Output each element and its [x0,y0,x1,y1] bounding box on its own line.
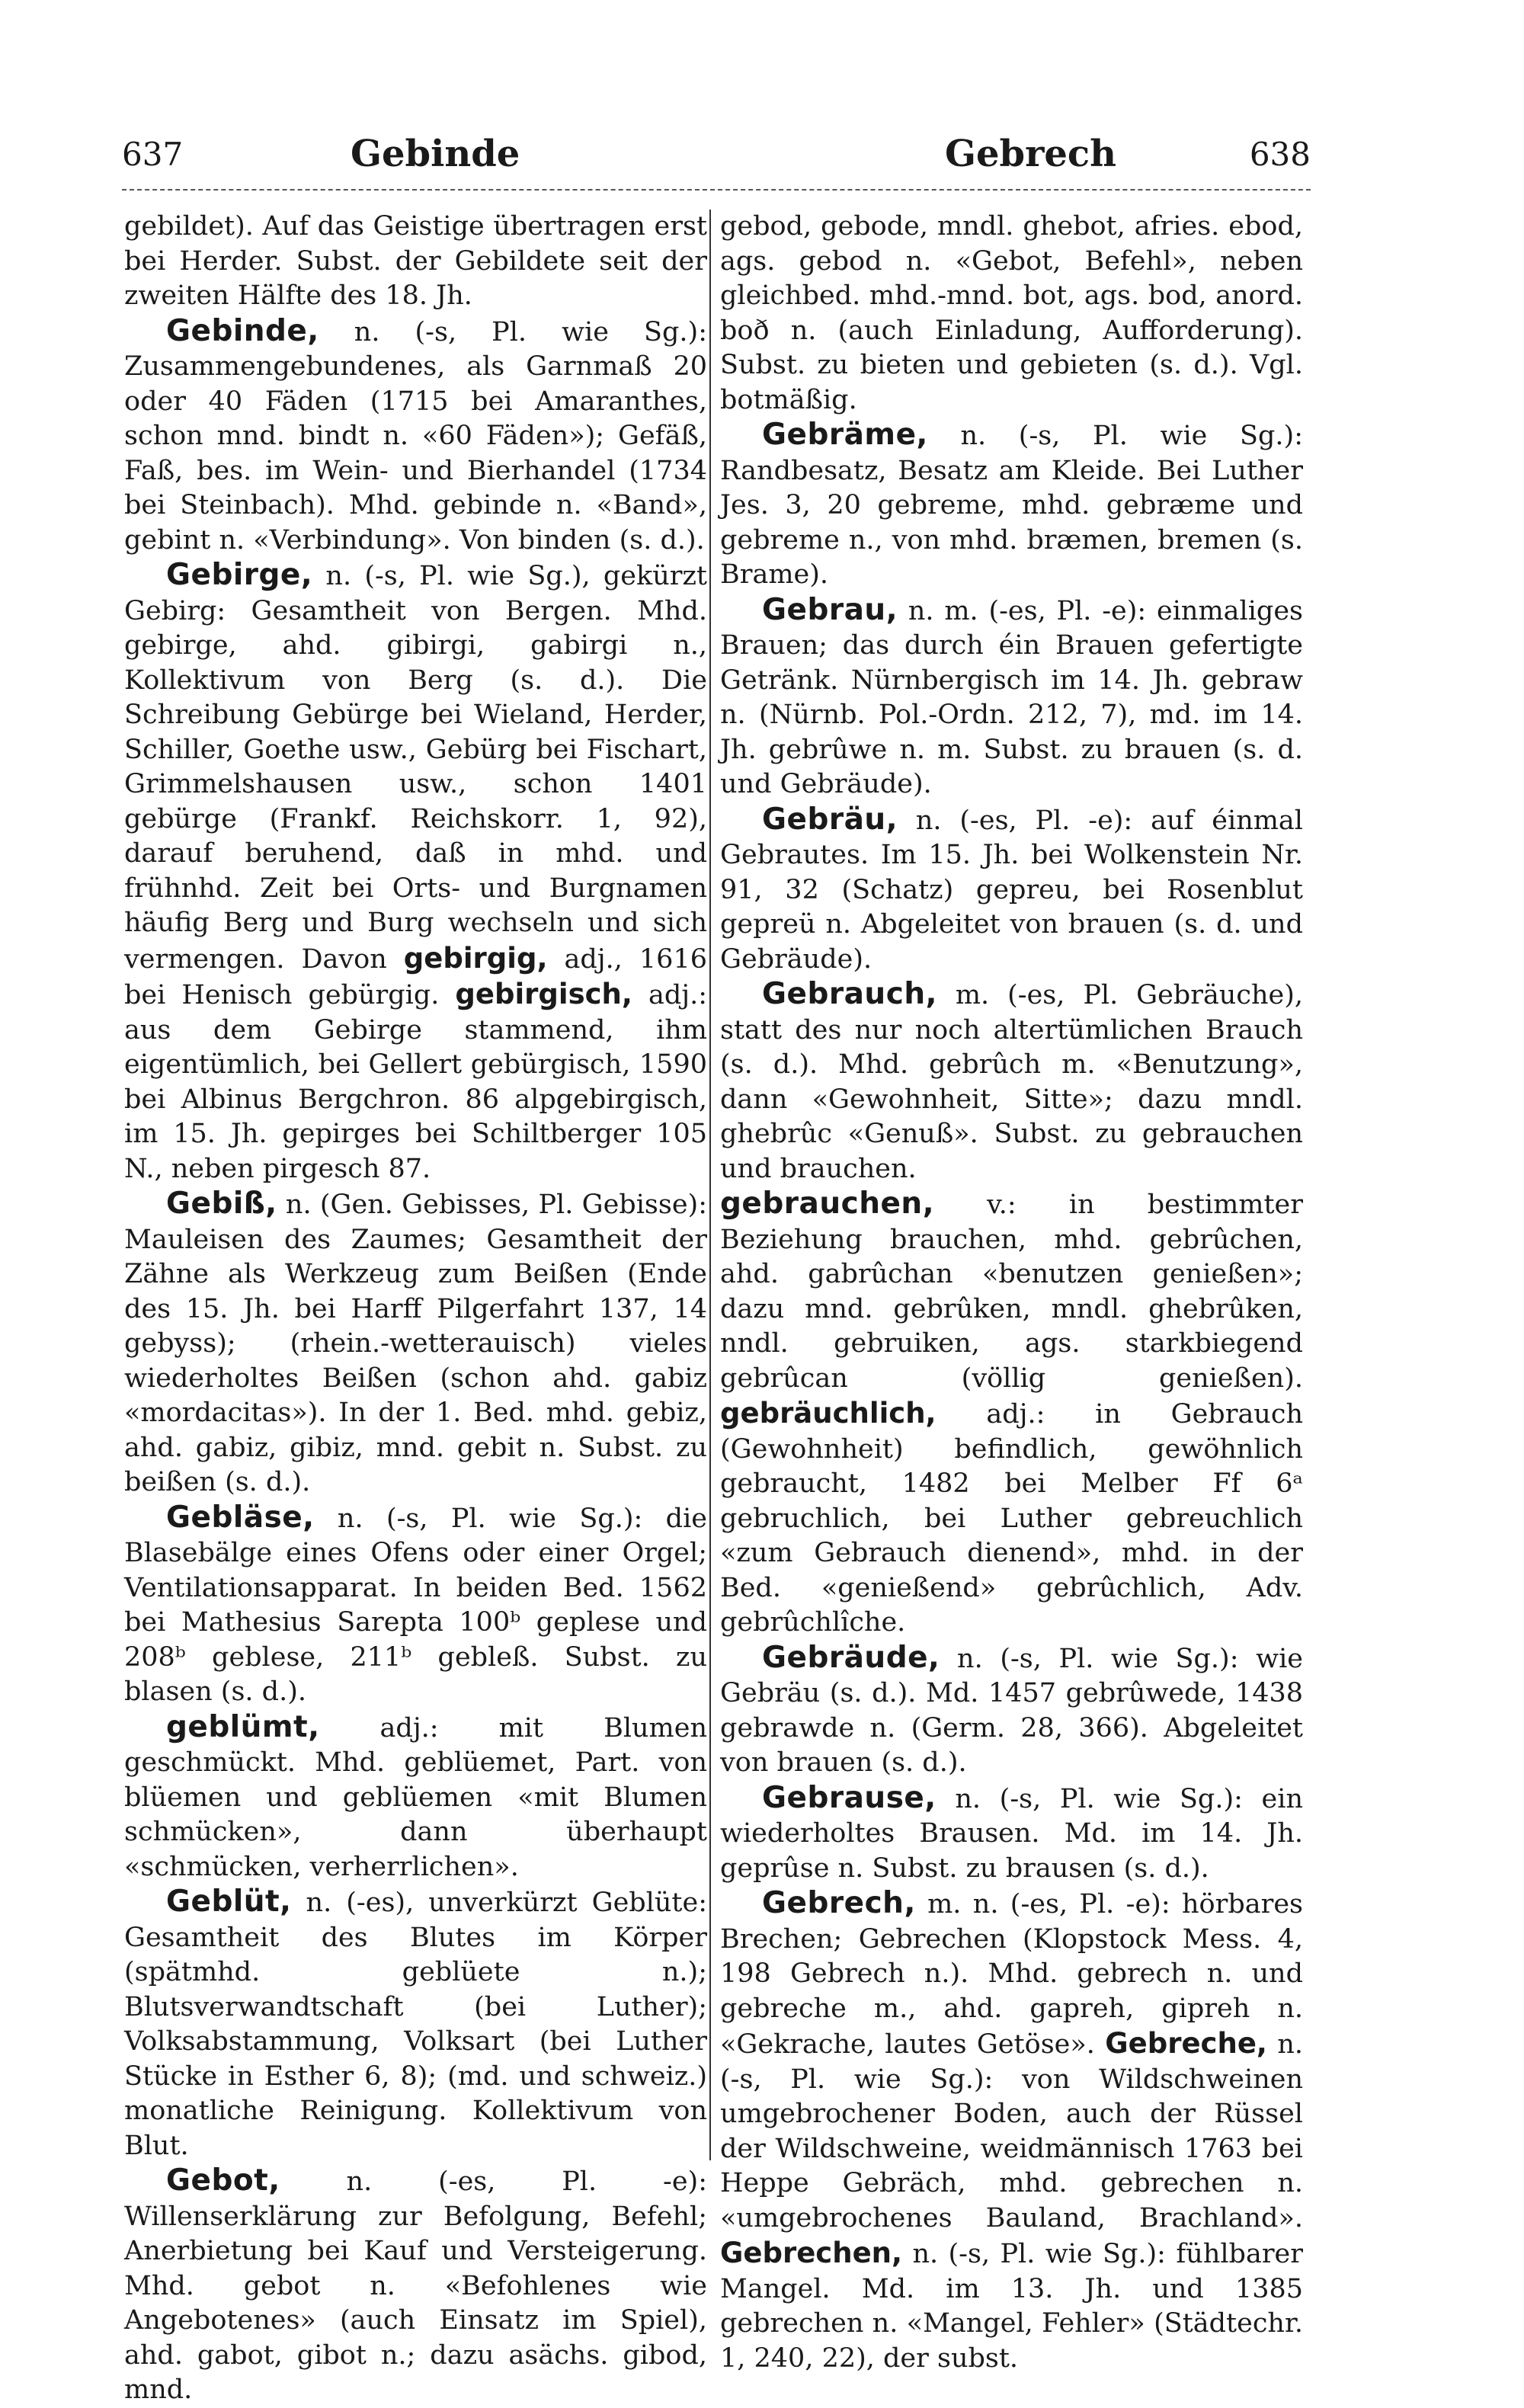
header-rule [122,189,1311,191]
entry-gebrech [720,1886,1303,2376]
entry-text: m. n. (-es, Pl. -e): hörbares Brechen; Gebrechen (Klopstock Mess. 4, 198 Gebrech n.). Mhd. gebrech n. und gebreche m., ahd. gapreh, gipreh n. «Gekrache, lautes Getöse». [720,1889,1303,2060]
right-running-head: Gebrech [945,133,1117,175]
lemma: Gebräude, [762,1640,940,1675]
lemma: gebrauchen, [720,1186,935,1221]
entry-text: gebildet). Auf das Geistige übertragen erst bei Herder. Subst. der Gebildete seit der zweiten Hälfte des 18. Jh. [124,211,707,311]
entry-text: adj.: mit Blumen geschmückt. Mhd. geblüemet, Part. von blüemen und geblüemen «mit Blumen schmücken», dann überhaupt «schmücken, verherrlichen». [124,1712,707,1882]
sub-lemma: gebräuchlich, [720,1397,936,1430]
entry-text: adj.: aus dem Gebirge stammend, ihm eigentümlich, bei Gellert gebürgisch, 1590 bei Albinus Bergchron. 86 alpgebirgisch, im 15. Jh. gepirges bei Schiltberger 105 N., neben pirgesch 87. [124,980,707,1184]
entry-gebraeme [720,418,1303,593]
entry-text: n. (-s, Pl. wie Sg.): wie Gebräu (s. d.). Md. 1457 gebrûwede, 1438 gebrawde n. (Germ. 28, 366). Abgeleitet von brauen (s. d.). [720,1643,1303,1778]
entry-text: n. (-s, Pl. wie Sg.), gekürzt Gebirg: Gesamtheit von Bergen. Mhd. gebirge, ahd. gibirgi, gabirgi n., Kollektivum von Berg (s. d.). Die Schreibung Gebürge bei Wieland, Herder, Schiller, Goethe usw., Gebürg bei Fischart, Grimmelshausen usw., schon 1401 gebürge (Frankf. Reichskorr. 1, 92), darauf beruhend, daß in mhd. und frühnhd. Zeit bei Orts- und Burgnamen häufig Berg und Burg wechseln und sich vermengen. Davon [124,561,707,975]
entry-gebirge [124,558,707,1186]
entry-gebrause [720,1781,1303,1887]
entry-gebraeude [720,1641,1303,1781]
entry-text: m. (-es, Pl. Gebräuche), statt des nur noch altertümlichen Brauch (s. d.). Mhd. gebrûch m. «Benutzung», dann «Gewohnheit, Sitte»; dazu mndl. ghebrûc «Genuß». Subst. zu gebrauchen und brauchen. [720,980,1303,1184]
entry-text: n. (-es, Pl. -e): Willenserklärung zur Befolgung, Befehl; Anerbietung bei Kauf und Versteigerung. Mhd. gebot n. «Befohlenes wie Angebotenes» (auch Einsatz im Spiel), ahd. gabot, gibot n.; dazu asächs. gibod, mnd. [124,2166,707,2405]
lemma: Gebrech, [762,1886,916,1920]
lemma: Gebinde, [166,313,319,348]
entry-gebiss [124,1186,707,1500]
entry-gebluemt [124,1710,707,1885]
entry-gebraeu [720,802,1303,978]
lemma: Gebot, [166,2163,280,2198]
entry-text: n. (-es, Pl. -e): auf éinmal Gebrautes. Im 15. Jh. bei Wolkenstein Nr. 91, 32 (Schatz) gepreu, bei Rosenblut gepreü n. Abgeleitet von brauen (s. d. und Gebräude). [720,805,1303,975]
entry-text: n. (-s, Pl. wie Sg.): Randbesatz, Besatz am Kleide. Bei Luther Jes. 3, 20 gebreme, mhd. gebræme und gebreme n., von mhd. bræmen, bremen (s. Brame). [720,421,1303,590]
entry-text: adj.: in Gebrauch (Gewohnheit) befindlich, gewöhnlich gebraucht, 1482 bei Melber Ff 6ᵃ gebruchlich, bei Luther gebreuchlich «zum Gebrauch dienend», mhd. in der Bed. «genießend» gebrûchlich, Adv. gebrûchlîche. [720,1399,1303,1638]
lemma: Gebrause, [762,1780,936,1815]
sub-lemma: gebirgig, [403,941,548,975]
entry-text: adj., 1616 bei Henisch gebürgig. [124,943,707,1010]
column-divider [709,210,711,2160]
entry-text: n. (-s, Pl. wie Sg.): Zusammengebundenes, als Garnmaß 20 oder 40 Fäden (1715 bei Amaranthes, schon mnd. bindt n. «60 Fäden»); Gefäß, Faß, bes. im Wein- und Bierhandel (1734 bei Steinbach). Mhd. gebinde n. «Band», gebint n. «Verbindung». Von binden (s. d.). [124,316,707,556]
lemma: Gebrau, [762,592,898,627]
lemma: Gebläse, [166,1500,315,1535]
entry-gebot [124,2163,707,2408]
lemma: Gebirge, [166,558,313,592]
lemma: Gebiß, [166,1186,277,1221]
entry-text: n. (-s, Pl. wie Sg.): die Blasebälge eines Ofens oder einer Orgel; Ventilationsapparat. In beiden Bed. 1562 bei Mathesius Sarepta 100ᵇ geplese und 208ᵇ geblese, 211ᵇ gebleß. Subst. zu blasen (s. d.). [124,1503,707,1707]
lemma: Gebräu, [762,802,898,837]
lemma: Gebräme, [762,418,928,452]
left-running-head: Gebinde [351,133,520,175]
lemma: Geblüt, [166,1884,292,1919]
sub-lemma: Gebreche, [1105,2027,1267,2060]
entry-gebinde [124,314,707,559]
right-column [720,210,1303,2374]
sub-lemma: Gebrechen, [720,2237,903,2269]
entry-gebrauchen [720,1186,1303,1641]
entry-text: n. (-s, Pl. wie Sg.): ein wiederholtes Brausen. Md. im 14. Jh. geprûse n. Subst. zu brausen (s. d.). [720,1783,1303,1884]
entry-geblaese [124,1500,707,1710]
entry-text: n. (-s, Pl. wie Sg.): von Wildschweinen umgebrochener Boden, auch der Rüssel der Wildschweine, weidmännisch 1763 bei Heppe Gebräch, mhd. gebrechen n. «umgebrochenes Bauland, Brachland». [720,2029,1303,2233]
entry-gebrauch [720,977,1303,1186]
entry-text: n. m. (-es, Pl. -e): einmaliges Brauen; das durch éin Brauen gefertigte Getränk. Nürnbergisch im 14. Jh. gebraw n. (Nürnb. Pol.-Ordn. 212, 7), md. im 14. Jh. gebrûwe n. m. Subst. zu brauen (s. d. und Gebräude). [720,595,1303,799]
entry-continuation-right [720,210,1303,418]
entry-continuation-left [124,210,707,314]
entry-text: v.: in bestimmter Beziehung brauchen, mhd. gebrûchen, ahd. gabrûchan «benutzen genießen»; dazu mnd. gebrûken, mndl. ghebrûken, nndl. gebruiken, ags. starkbiegend gebrûcan (völlig genießen). [720,1190,1303,1394]
page-header [122,122,1311,191]
entry-gebrau [720,593,1303,802]
entry-text: n. (-s, Pl. wie Sg.): fühlbarer Mangel. Md. im 13. Jh. und 1385 gebrechen n. «Mangel, Fehler» (Städtechr. 1, 240, 22), der subst. [720,2239,1303,2374]
entry-text: n. (Gen. Gebisses, Pl. Gebisse): Mauleisen des Zaumes; Gesamtheit der Zähne als Werkzeug zum Beißen (Ende des 15. Jh. bei Harff Pilgerfahrt 137, 14 gebyss); (rhein.-wetterauisch) vieles wiederholtes Beißen (schon ahd. gabiz «mordacitas»). In der 1. Bed. mhd. gebiz, ahd. gabiz, gibiz, mnd. gebit n. Subst. zu beißen (s. d.). [124,1190,707,1497]
entry-text: gebod, gebode, mndl. ghebot, afries. ebod, ags. gebod n. «Gebot, Befehl», neben gleichbed. mhd.-mnd. bot, ags. bod, anord. boð n. (auch Einladung, Aufforderung). Subst. zu bieten und gebieten (s. d.). Vgl. botmäßig. [720,211,1303,415]
right-page-number: 638 [1249,136,1311,173]
left-column [124,210,707,2405]
left-page-number: 637 [122,136,184,173]
entry-text: n. (-es), unverkürzt Geblüte: Gesamtheit des Blutes im Körper (spätmhd. geblüete n.); Blutsverwandtschaft (bei Luther); Volksabstammung, Volksart (bei Luther Stücke in Esther 6, 8); (md. und schweiz.) monatliche Reinigung. Kollektivum von Blut. [124,1888,707,2161]
sub-lemma: gebirgisch, [455,978,632,1010]
lemma: Gebrauch, [762,977,937,1011]
entry-gebluet [124,1884,707,2163]
lemma: geblümt, [166,1709,320,1744]
